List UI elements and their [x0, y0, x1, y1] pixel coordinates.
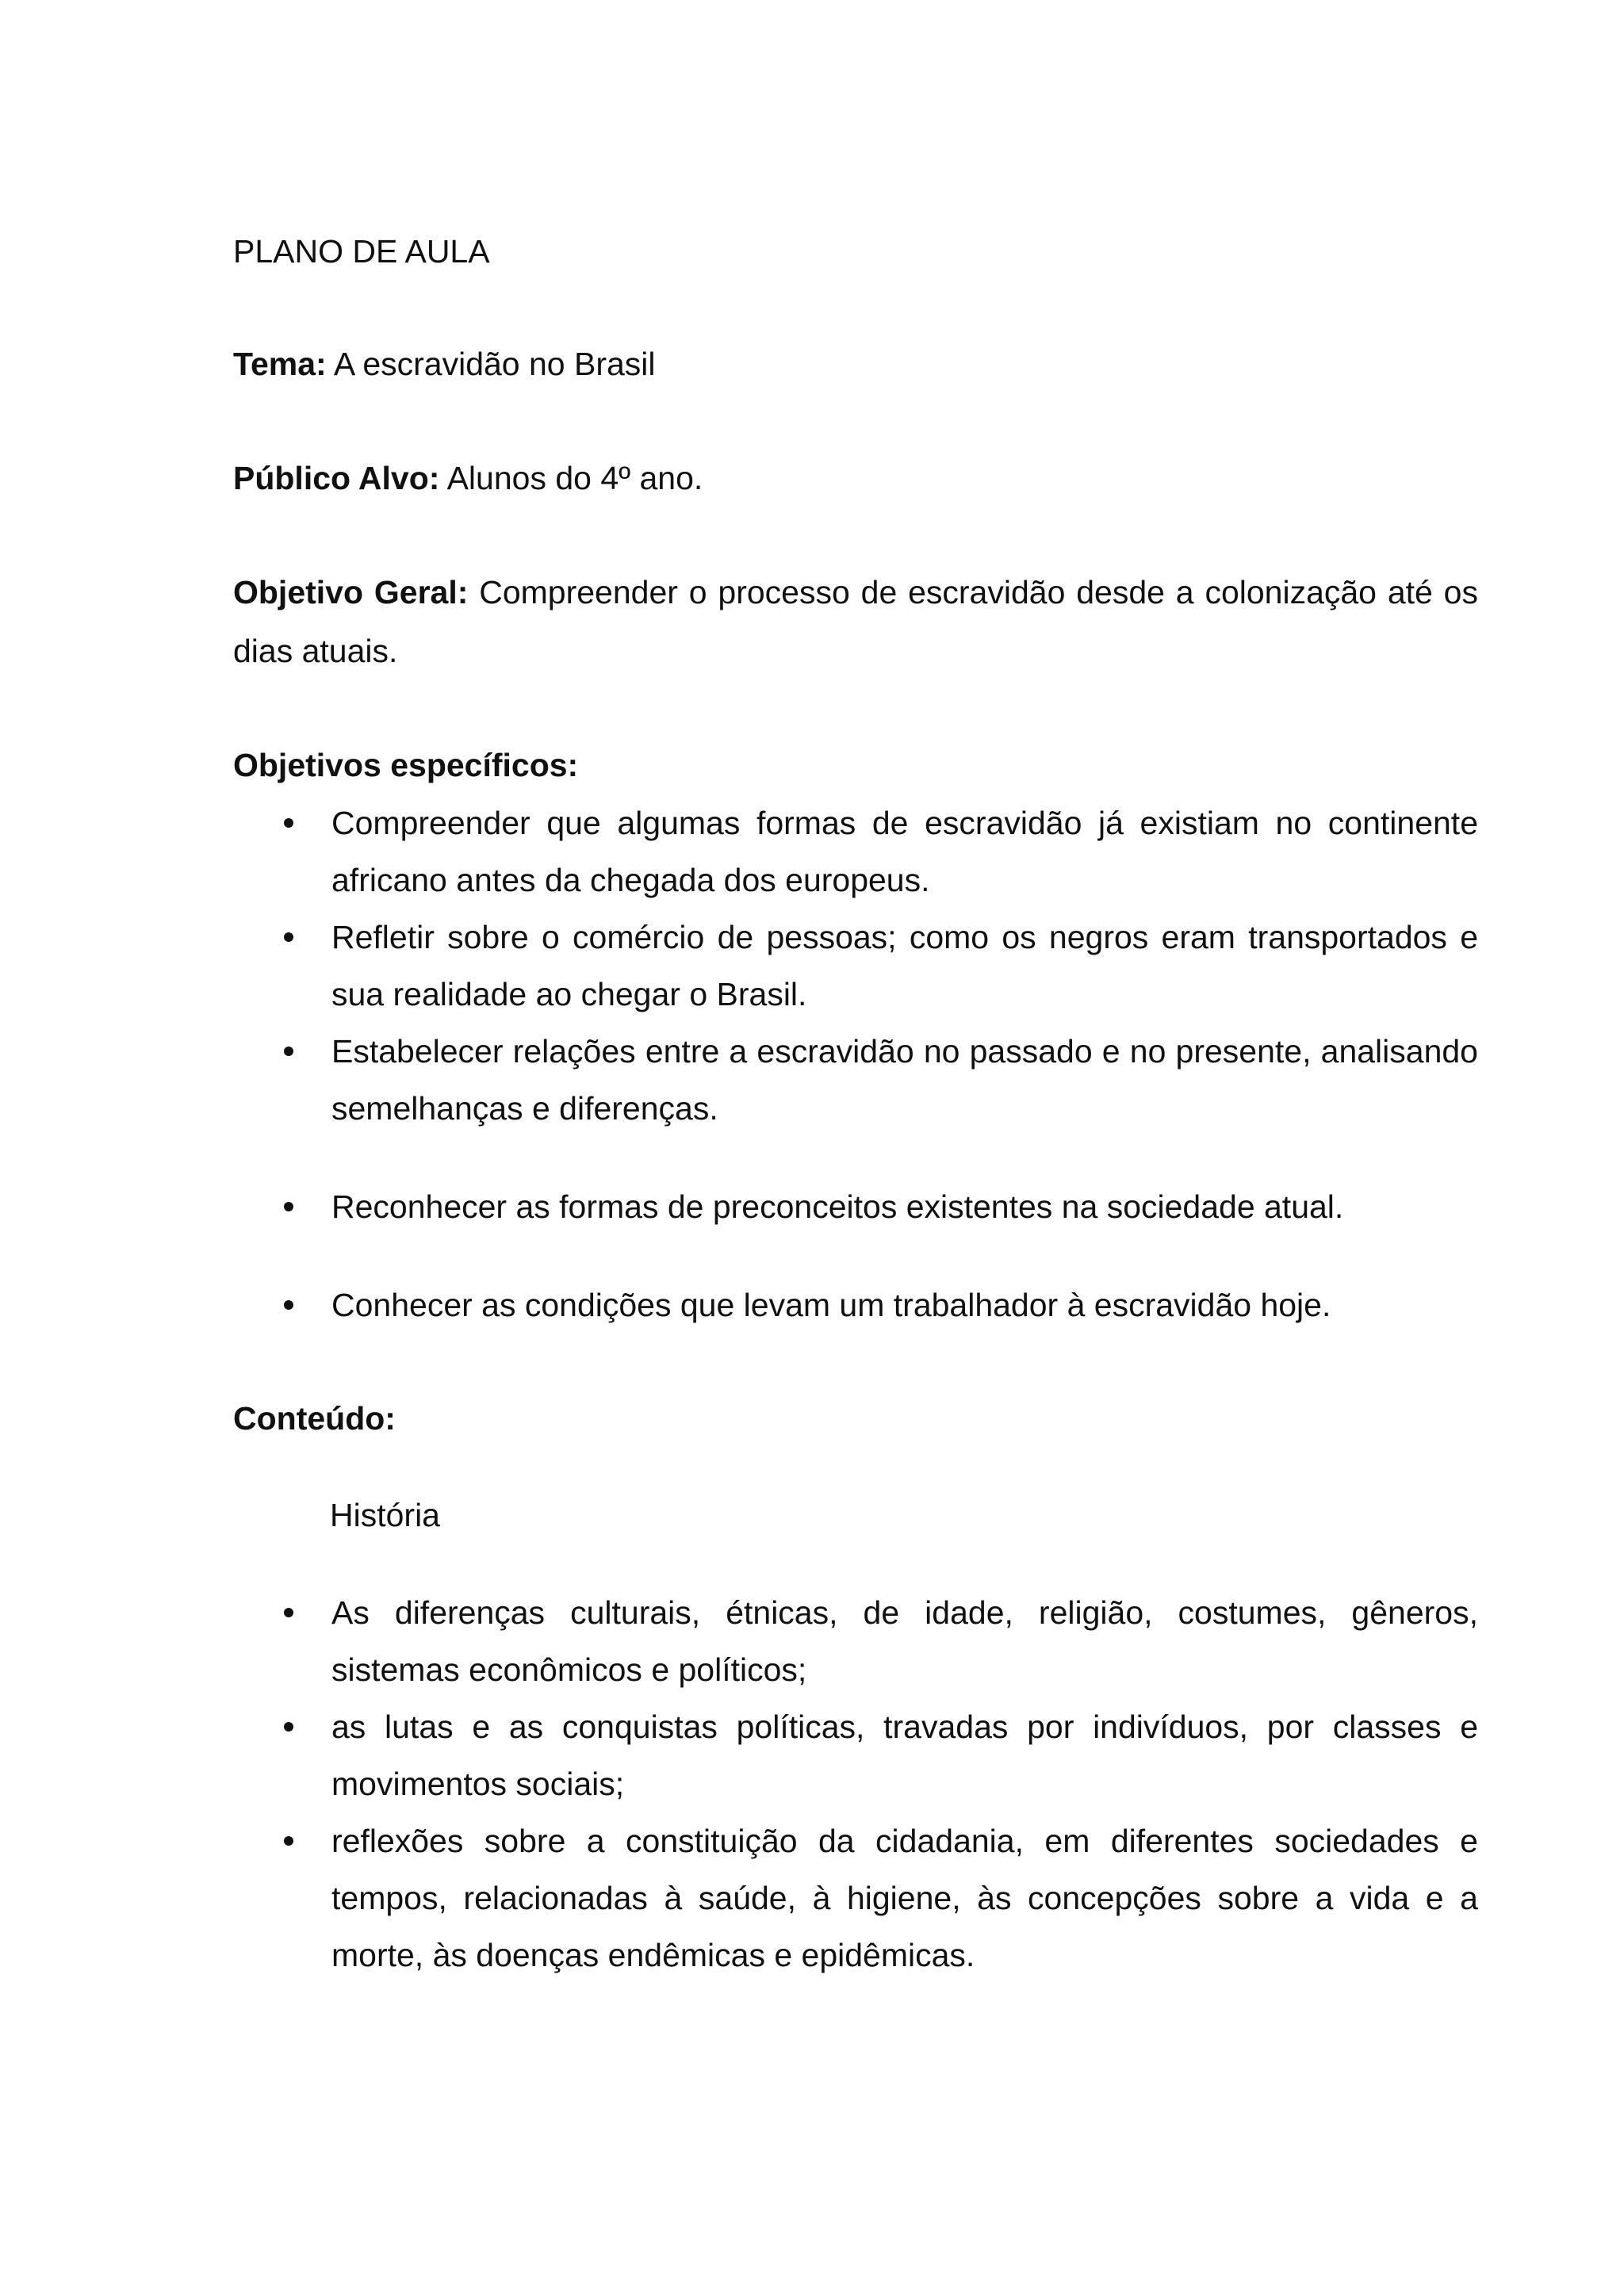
- publico-alvo-field: [233, 449, 1478, 507]
- bullet-icon: [284, 818, 293, 828]
- bullet-icon: [284, 1722, 293, 1732]
- publico-alvo-value: Alunos do 4º ano.: [446, 460, 703, 496]
- list-item-text: reflexões sobre a constituição da cidadania, em diferentes sociedades e tempos, relacionadas à saúde, à higiene, às concepções sobre a vida e a morte, às doenças endêmicas e epidêmicas.: [331, 1823, 1478, 1973]
- list-item: [233, 1178, 1478, 1235]
- list-item: [233, 1812, 1478, 1984]
- document-title: PLANO DE AULA: [233, 233, 490, 270]
- bullet-icon: [284, 1047, 293, 1056]
- objetivo-geral-label: Objetivo Geral:: [233, 574, 469, 610]
- bullet-icon: [284, 1300, 293, 1310]
- list-item: [233, 909, 1478, 1023]
- objetivos-especificos-list: [233, 794, 1478, 1334]
- objetivo-geral-field: [233, 563, 1478, 680]
- tema-field: [233, 335, 1478, 393]
- conteudo-heading: Conteúdo:: [233, 1400, 396, 1437]
- list-item-text: Conhecer as condições que levam um trabalhador à escravidão hoje.: [331, 1287, 1331, 1323]
- objetivos-especificos-heading: Objetivos específicos:: [233, 747, 579, 783]
- list-item: [233, 1023, 1478, 1137]
- list-item: [233, 1698, 1478, 1812]
- list-item-text: As diferenças culturais, étnicas, de idade, religião, costumes, gêneros, sistemas econômicos e políticos;: [331, 1594, 1478, 1688]
- bullet-icon: [284, 1608, 293, 1617]
- objetivo-geral-value: Compreender o processo de escravidão desde a colonização até os dias atuais.: [233, 574, 1478, 669]
- tema-label: Tema:: [233, 346, 327, 382]
- conteudo-subject: História: [330, 1497, 440, 1533]
- bullet-icon: [284, 1836, 293, 1846]
- list-item-text: Compreender que algumas formas de escravidão já existiam no continente africano antes da chegada dos europeus.: [331, 805, 1478, 898]
- list-item: [233, 1584, 1478, 1698]
- publico-alvo-label: Público Alvo:: [233, 460, 440, 496]
- list-item: [233, 794, 1478, 909]
- conteudo-list: [233, 1584, 1478, 1984]
- list-item-text: Reconhecer as formas de preconceitos existentes na sociedade atual.: [331, 1188, 1344, 1225]
- bullet-icon: [284, 1202, 293, 1211]
- bullet-icon: [284, 932, 293, 942]
- tema-value: A escravidão no Brasil: [333, 346, 656, 382]
- list-item-text: as lutas e as conquistas políticas, travadas por indivíduos, por classes e movimentos sociais;: [331, 1709, 1478, 1802]
- list-item-text: Refletir sobre o comércio de pessoas; como os negros eram transportados e sua realidade ao chegar o Brasil.: [331, 919, 1478, 1012]
- list-item: [233, 1276, 1478, 1334]
- list-item-text: Estabelecer relações entre a escravidão no passado e no presente, analisando semelhanças e diferenças.: [331, 1033, 1478, 1127]
